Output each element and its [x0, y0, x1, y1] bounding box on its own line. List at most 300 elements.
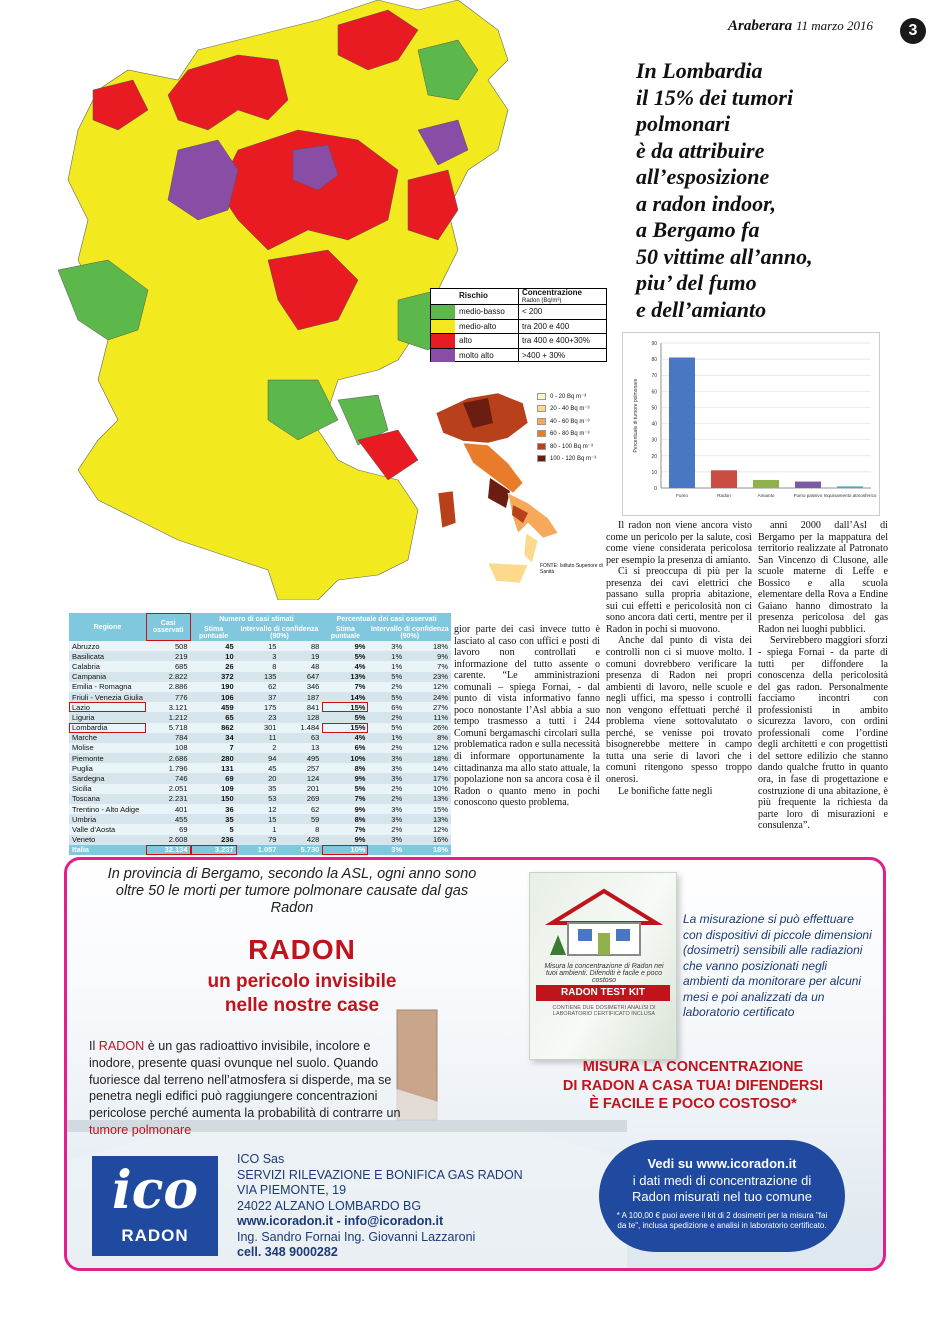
table-cell: 3% [368, 773, 405, 783]
radon-test-kit-box [529, 872, 677, 1060]
table-cell: 5% [368, 672, 405, 682]
table-cell: 24% [405, 692, 451, 702]
article-column-1 [454, 624, 600, 846]
table-cell: 8 [279, 824, 322, 834]
table-cell: 9% [405, 651, 451, 661]
risk-label: medio-basso [459, 307, 505, 316]
table-cell: 3 [237, 651, 280, 661]
company-info [237, 1152, 537, 1261]
table-cell: Umbria [69, 814, 146, 824]
table-cell: 15 [237, 641, 280, 651]
table-cell: 2.886 [146, 682, 191, 692]
table-row [69, 723, 451, 733]
table-cell: 8% [405, 733, 451, 743]
risk-legend-row [431, 333, 606, 348]
article-paragraph: Ci si preoccupa di più per la presenza dei cavi elettrici che passano sulla propria abitazione, sui cui effetti e pericolosità non ci sono ancora dati certi, mentre per il Radon in pochi si muovono. [606, 566, 752, 635]
table-cell: 2.686 [146, 753, 191, 763]
table-cell: Campania [69, 672, 146, 682]
table-cell: 1.212 [146, 712, 191, 722]
table-cell: 1.796 [146, 763, 191, 773]
italy-legend-label: 40 - 60 Bq m⁻³ [550, 418, 590, 425]
table-cell: 12% [405, 743, 451, 753]
table-row [69, 763, 451, 773]
risk-swatch [431, 305, 455, 319]
table-cell: Liguria [69, 712, 146, 722]
house-icon [544, 887, 664, 959]
table-cell: 3% [368, 835, 405, 845]
table-cell: 88 [279, 641, 322, 651]
table-cell: Toscana [69, 794, 146, 804]
table-row [69, 824, 451, 834]
italy-legend-swatch [537, 430, 546, 437]
table-cell: 7% [322, 824, 368, 834]
table-cell: 131 [191, 763, 237, 773]
table-cell: 150 [191, 794, 237, 804]
headline-line: polmonari [636, 111, 731, 136]
table-cell: 5% [322, 651, 368, 661]
chart-category-label: Radon [717, 493, 731, 498]
headline-line: il 15% dei tumori [636, 84, 794, 110]
risk-label: medio-alto [459, 321, 497, 331]
table-cell: 34 [191, 733, 237, 743]
company-line: Ing. Sandro Fornai Ing. Giovanni Lazzaroni [237, 1229, 476, 1244]
radon-advertisement [64, 857, 886, 1271]
risk-range: >400 + 30% [522, 350, 566, 360]
table-cell: 10% [322, 753, 368, 763]
italy-legend-label: 80 - 100 Bq m⁻³ [550, 443, 593, 450]
italy-legend-label: 0 - 20 Bq m⁻³ [550, 393, 587, 400]
italy-sardinia [438, 491, 456, 528]
risk-range: < 200 [522, 307, 543, 316]
table-cell: 14% [322, 692, 368, 702]
table-row [69, 692, 451, 702]
table-cell: 3% [368, 845, 405, 855]
italy-legend-label: 100 - 120 Bq m⁻³ [550, 456, 597, 463]
table-cell: 301 [237, 723, 280, 733]
headline-line: piu’ del fumo [636, 270, 757, 295]
table-cell: Piemonte [69, 753, 146, 763]
table-row [69, 733, 451, 743]
italy-legend-swatch [537, 393, 546, 400]
table-cell: 5% [322, 712, 368, 722]
headline-line: a Bergamo fa [636, 217, 760, 242]
table-cell: 2.051 [146, 784, 191, 794]
table-cell: 35 [191, 814, 237, 824]
table-cell: 1 [237, 824, 280, 834]
table-cell: 10 [191, 651, 237, 661]
article-column-3 [758, 520, 888, 846]
table-cell: 9% [322, 773, 368, 783]
masthead [728, 18, 898, 42]
risk-legend-header-risk: Rischio [431, 289, 519, 304]
table-cell: 1% [368, 733, 405, 743]
table-cell: 15% [322, 723, 368, 733]
risk-swatch [431, 334, 455, 348]
table-cell: 14% [405, 763, 451, 773]
company-line: 24022 ALZANO LOMBARDO BG [237, 1198, 422, 1213]
table-row [69, 712, 451, 722]
italy-legend-item [537, 415, 607, 428]
chart-y-tick-label: 80 [651, 357, 657, 364]
table-row [69, 773, 451, 783]
table-cell: 19 [279, 651, 322, 661]
risk-legend-row [431, 304, 606, 319]
table-cell: 62 [279, 804, 322, 814]
table-cell: 12 [237, 804, 280, 814]
table-cell: 3.237 [191, 845, 237, 855]
chart-bar [711, 470, 737, 488]
headline-line: è da attribuire [636, 137, 765, 163]
table-cell: 2% [368, 743, 405, 753]
table-row [69, 682, 451, 692]
risk-legend-header [431, 289, 606, 304]
table-cell: 4% [322, 661, 368, 671]
chart-category-label: Fumo passivo [793, 493, 823, 498]
chart-bar [669, 358, 695, 489]
table-cell: 1.484 [279, 723, 322, 733]
lung-cancer-chart [622, 332, 880, 516]
chart-category-label: Amianto [757, 493, 775, 498]
table-row [69, 651, 451, 661]
chart-category-label: Fumo [676, 493, 688, 498]
table-cell: Molise [69, 743, 146, 753]
kit-description: Misura la concentrazione di Radon nei tuoi ambienti. Difenditi è facile e poco costoso [544, 963, 664, 984]
company-line: SERVIZI RILEVAZIONE E BONIFICA GAS RADON [237, 1167, 523, 1182]
table-cell: 236 [191, 835, 237, 845]
table-cell: 12% [405, 824, 451, 834]
italy-legend-item [537, 390, 607, 403]
table-cell: 372 [191, 672, 237, 682]
table-cell: 862 [191, 723, 237, 733]
italy-legend-swatch [537, 455, 546, 462]
headline-line: In Lombardia [636, 58, 763, 83]
table-cell: Sardegna [69, 773, 146, 783]
table-cell: 201 [279, 784, 322, 794]
table-cell: 7 [191, 743, 237, 753]
article-paragraph: Il radon non viene ancora visto come un pericolo per la salute, così come viene considerata pericolosa per esempio la presenza di amianto. [606, 520, 752, 566]
table-cell: 15% [322, 702, 368, 712]
table-cell: Abruzzo [69, 641, 146, 651]
table-cell: 8 [237, 661, 280, 671]
italy-legend-item [537, 453, 607, 466]
table-cell: 13% [322, 672, 368, 682]
table-cell: 2% [368, 794, 405, 804]
table-cell: 23 [237, 712, 280, 722]
italy-legend-item [537, 440, 607, 453]
headline-line: e dell’amianto [636, 296, 767, 322]
price-note: * A 100,00 € puoi avere il kit di 2 dosimetri per la misura "fai da te", inclusa spedizione e analisi in laboratorio certificato. [616, 1210, 828, 1230]
article-paragraph: gior parte dei casi invece tutto è lasciato al caso con uffici e posti di lavoro non controllati e informazione del tutto assente o carente. “Le amministrazioni comunali – spiega Fornai, - dal punto di vista informativo fanno poco nonostante l’Asl abbia a suo tempo trasmesso a tutti i 244 Comuni bergamaschi circolari sulla problematica radon e sulla necessità di informare opportunamente la cittadinanza ma allo stato attuale, la popolazione non sa ancora cosa è il Radon o quanto meno in pochi conoscono questo problema. [454, 624, 600, 809]
table-cell: 3% [368, 641, 405, 651]
table-cell: 62 [237, 682, 280, 692]
italy-legend-swatch [537, 418, 546, 425]
table-cell: 3% [368, 804, 405, 814]
table-cell: 106 [191, 692, 237, 702]
chart-y-tick-label: 30 [651, 437, 657, 444]
table-cell: 175 [237, 702, 280, 712]
table-cell: 13 [279, 743, 322, 753]
table-cell: Sicilia [69, 784, 146, 794]
table-cell: 5% [322, 784, 368, 794]
table-cell: 401 [146, 804, 191, 814]
table-header: Intervallo di confidenza (90%) [368, 625, 451, 641]
table-total-row [69, 845, 451, 855]
page-number: 3 [900, 18, 926, 44]
table-cell: Emilia - Romagna [69, 682, 146, 692]
table-cell: 269 [279, 794, 322, 804]
table-cell: 10% [322, 845, 368, 855]
table-cell: 45 [191, 641, 237, 651]
chart-y-tick-label: 10 [651, 469, 657, 476]
table-cell: 26% [405, 723, 451, 733]
italy-legend [537, 390, 607, 465]
table-cell: 124 [279, 773, 322, 783]
table-cell: 94 [237, 753, 280, 763]
lung-cancer-chart-svg [623, 333, 879, 515]
table-group-header: Numero di casi stimati [191, 613, 323, 625]
italy-legend-label: 20 - 40 Bq m⁻³ [550, 406, 590, 413]
risk-range: tra 200 e 400 [522, 321, 570, 331]
table-row [69, 794, 451, 804]
table-cell: 79 [237, 835, 280, 845]
table-group-header: Percentuale dei casi osservati [322, 613, 451, 625]
table-cell: 647 [279, 672, 322, 682]
table-cell: 18% [405, 845, 451, 855]
table-cell: 190 [191, 682, 237, 692]
chart-y-tick-label: 90 [651, 341, 657, 347]
headline-line: all’esposizione [636, 164, 770, 189]
chart-y-tick-label: 70 [651, 373, 657, 380]
table-cell: 219 [146, 651, 191, 661]
table-cell: 65 [191, 712, 237, 722]
table-cell: 36 [191, 804, 237, 814]
table-cell: 53 [237, 794, 280, 804]
table-cell: 108 [146, 743, 191, 753]
table-cell: 5% [368, 692, 405, 702]
chart-y-tick-label: 60 [651, 389, 657, 396]
ad-website-callout [599, 1140, 845, 1252]
table-cell: 2.231 [146, 794, 191, 804]
article-paragraph: Anche dal punto di vista dei controlli non ci si muove molto. I comuni dovrebbero verificare la presenza di Radon nei propri ambienti di lavoro, nelle scuole e negli uffici, ma spesso i controlli non vengono effettuati perché il problema viene sottovalutato o perché, se venisse poi trovato bisognerebbe mettere in campo tutta una serie di lavori che i comuni ritengono spesso troppo onerosi. [606, 635, 752, 786]
company-line: VIA PIEMONTE, 19 [237, 1183, 347, 1197]
chart-y-tick-label: 0 [654, 486, 657, 492]
cases-table-grid [69, 613, 451, 855]
masthead-name: Araberara [728, 18, 793, 34]
table-cell: 18% [405, 753, 451, 763]
table-cell: 459 [191, 702, 237, 712]
table-cell: 495 [279, 753, 322, 763]
table-cell: 9% [322, 804, 368, 814]
table-cell: 5% [368, 723, 405, 733]
table-cell: 109 [191, 784, 237, 794]
table-cell: 32.134 [146, 845, 191, 855]
table-cell: 2% [368, 824, 405, 834]
table-cell: 7% [322, 682, 368, 692]
cases-table [69, 613, 451, 855]
table-cell: 3.121 [146, 702, 191, 712]
website-link[interactable]: Vedi su www.icoradon.it [647, 1156, 797, 1171]
table-cell: 9% [322, 641, 368, 651]
table-cell: 7% [322, 794, 368, 804]
headline-line: 50 vittime all’anno, [636, 243, 813, 269]
company-line: ICO Sas [237, 1152, 285, 1166]
table-cell: 257 [279, 763, 322, 773]
table-cell: 428 [279, 835, 322, 845]
kit-contents: CONTIENE DUE DOSIMETRI ANALISI DI LABORATORIO CERTIFICATO INCLUSA [552, 1005, 656, 1017]
table-cell: 17% [405, 773, 451, 783]
article-paragraph: Servirebbero maggiori sforzi - spiega Fornai - da parte di tutti per diffondere la conoscenza della pericolosità del gas radon. Personalmente facciamo incontri con professionisti in ambito sicurezza lavoro, con ordini professionali come l’ordine degli architetti e con progettisti del settore edilizio che stanno dando qualche frutto in quanto ora, in fase di progettazione e costruzione di una abitazione, è più frequente la richiesta da parte loro di misurazioni e consulenza”. [758, 635, 888, 832]
ad-subtitle: un pericolo invisibile nelle nostre case [207, 971, 397, 1016]
risk-swatch [431, 349, 455, 363]
table-cell: Calabria [69, 661, 146, 671]
table-cell: 346 [279, 682, 322, 692]
chart-bar [795, 482, 821, 488]
table-cell: 45 [237, 763, 280, 773]
table-row [69, 835, 451, 845]
table-cell: 18% [405, 641, 451, 651]
table-header: Stima puntuale [191, 625, 237, 641]
ad-body: Il RADON è un gas radioattivo invisibile, incolore e inodore, presente quasi ovunque nel suolo. Quando fuoriesce dal terreno nell’atmosfera si disperde, ma se penetra negli edifici può raggiungere concentrazioni pericolose perché aumenta la probabilità di contrarre un tumore polmonare [89, 1039, 401, 1137]
table-cell: 3% [368, 753, 405, 763]
table-row [69, 743, 451, 753]
table-cell: 5.718 [146, 723, 191, 733]
table-header: Casi osservati [146, 613, 191, 641]
italy-sicily [488, 563, 528, 583]
table-row [69, 784, 451, 794]
table-cell: 776 [146, 692, 191, 702]
table-row [69, 641, 451, 651]
risk-legend-header-conc: Concentrazione Radon (Bq/m³) [522, 288, 583, 304]
table-cell: 2 [237, 743, 280, 753]
table-cell: Valle d’Aosta [69, 824, 146, 834]
table-cell: 26 [191, 661, 237, 671]
table-cell: 5 [191, 824, 237, 834]
article-paragraph: Le bonifiche fatte negli [618, 785, 713, 797]
table-row [69, 672, 451, 682]
chart-category-label: Inquinamento atmosferico [823, 493, 877, 498]
table-header: Regione [69, 613, 146, 641]
table-cell: 2% [368, 712, 405, 722]
table-cell: 6% [322, 743, 368, 753]
table-cell: Trentino - Alto Adige [69, 804, 146, 814]
table-cell: 15 [237, 814, 280, 824]
italy-legend-item [537, 403, 607, 416]
table-cell: 1.057 [237, 845, 280, 855]
table-cell: 187 [279, 692, 322, 702]
table-cell: 13% [405, 814, 451, 824]
table-cell: Italia [69, 845, 146, 855]
table-cell: 59 [279, 814, 322, 824]
italy-legend-swatch [537, 443, 546, 450]
table-cell: 1% [368, 651, 405, 661]
company-phone: cell. 348 9000282 [237, 1245, 338, 1259]
headline-line: a radon indoor, [636, 190, 776, 216]
ad-measurement-info: La misurazione si può effettuare con dispositivi di piccole dimensioni (dosimetri) sensibili alle radiazioni che vanno posizionati negli ambienti da monitorare per alcuni mesi e poi analizzati da un laboratorio certificato [683, 912, 872, 1019]
table-cell: Veneto [69, 835, 146, 845]
table-row [69, 753, 451, 763]
table-header: Intervallo di confidenza (90%) [237, 625, 323, 641]
chart-y-tick-label: 20 [651, 453, 657, 460]
table-cell: 7% [405, 661, 451, 671]
company-web-email[interactable]: www.icoradon.it - info@icoradon.it [237, 1214, 444, 1228]
chart-y-tick-label: 40 [651, 421, 657, 428]
ad-title: RADON [248, 934, 356, 965]
article-paragraph: anni 2000 dall’Asl di Bergamo per la mappatura del territorio realizzate al Patronato San Vincenzo di Clusone, alle scuole materne di Leffe e Bossico e alla scuola elementare della Rova a Endine Gaiano hanno dimostrato la presenza pericolosa del gas Radon nei luoghi pubblici. [758, 520, 888, 635]
logo-sub: RADON [121, 1226, 189, 1245]
table-cell: 23% [405, 672, 451, 682]
risk-legend-row [431, 319, 606, 334]
risk-range: tra 400 e 400+30% [522, 336, 590, 345]
risk-legend-row [431, 348, 606, 363]
risk-legend [430, 288, 607, 362]
table-row [69, 804, 451, 814]
italy-legend-item [537, 428, 607, 441]
ad-intro: In provincia di Bergamo, secondo la ASL, ogni anno sono oltre 50 le morti per tumore polmonare causate dal gas Radon [107, 866, 477, 916]
chart-bar [753, 480, 779, 488]
table-cell: 508 [146, 641, 191, 651]
table-cell: 128 [279, 712, 322, 722]
kit-label: RADON TEST KIT [536, 985, 670, 1001]
table-cell: 135 [237, 672, 280, 682]
table-cell: 8% [322, 763, 368, 773]
table-cell: Lombardia [69, 723, 146, 733]
risk-label: molto alto [459, 350, 494, 360]
table-cell: 69 [146, 824, 191, 834]
table-cell: 37 [237, 692, 280, 702]
table-cell: 8% [322, 814, 368, 824]
italy-source: FONTE: Istituto Superiore di Sanità [540, 563, 603, 575]
table-cell: 15% [405, 804, 451, 814]
table-cell: 35 [237, 784, 280, 794]
table-cell: 3% [368, 814, 405, 824]
italy-calabria [524, 533, 538, 563]
italy-legend-swatch [537, 405, 546, 412]
chart-y-axis-label: Percentuale di tumore polmonare [633, 378, 639, 453]
table-cell: 27% [405, 702, 451, 712]
table-cell: Friuli - Venezia Giulia [69, 692, 146, 702]
table-cell: 280 [191, 753, 237, 763]
table-cell: 16% [405, 835, 451, 845]
table-cell: 10% [405, 784, 451, 794]
table-cell: 69 [191, 773, 237, 783]
table-cell: 4% [322, 733, 368, 743]
table-cell: 841 [279, 702, 322, 712]
table-cell: 2.822 [146, 672, 191, 682]
italy-legend-label: 60 - 80 Bq m⁻³ [550, 431, 590, 438]
table-cell: Puglia [69, 763, 146, 773]
table-cell: Basilicata [69, 651, 146, 661]
table-cell: 2.608 [146, 835, 191, 845]
table-cell: 746 [146, 773, 191, 783]
ico-radon-logo [92, 1156, 218, 1256]
table-cell: 13% [405, 794, 451, 804]
ad-call-to-action: MISURA LA CONCENTRAZIONE DI RADON A CASA TUA! DIFENDERSI È FACILE E POCO COSTOSO* [562, 1059, 824, 1112]
table-cell: 1% [368, 661, 405, 671]
table-cell: 11 [237, 733, 280, 743]
table-cell: 11% [405, 712, 451, 722]
risk-label: alto [459, 336, 472, 345]
table-cell: Marche [69, 733, 146, 743]
table-cell: 5.730 [279, 845, 322, 855]
table-cell: 63 [279, 733, 322, 743]
table-cell: 784 [146, 733, 191, 743]
table-cell: Lazio [69, 702, 146, 712]
table-cell: 6% [368, 702, 405, 712]
table-cell: 455 [146, 814, 191, 824]
article-column-2 [606, 520, 752, 846]
risk-swatch [431, 320, 455, 334]
table-cell: 2% [368, 784, 405, 794]
